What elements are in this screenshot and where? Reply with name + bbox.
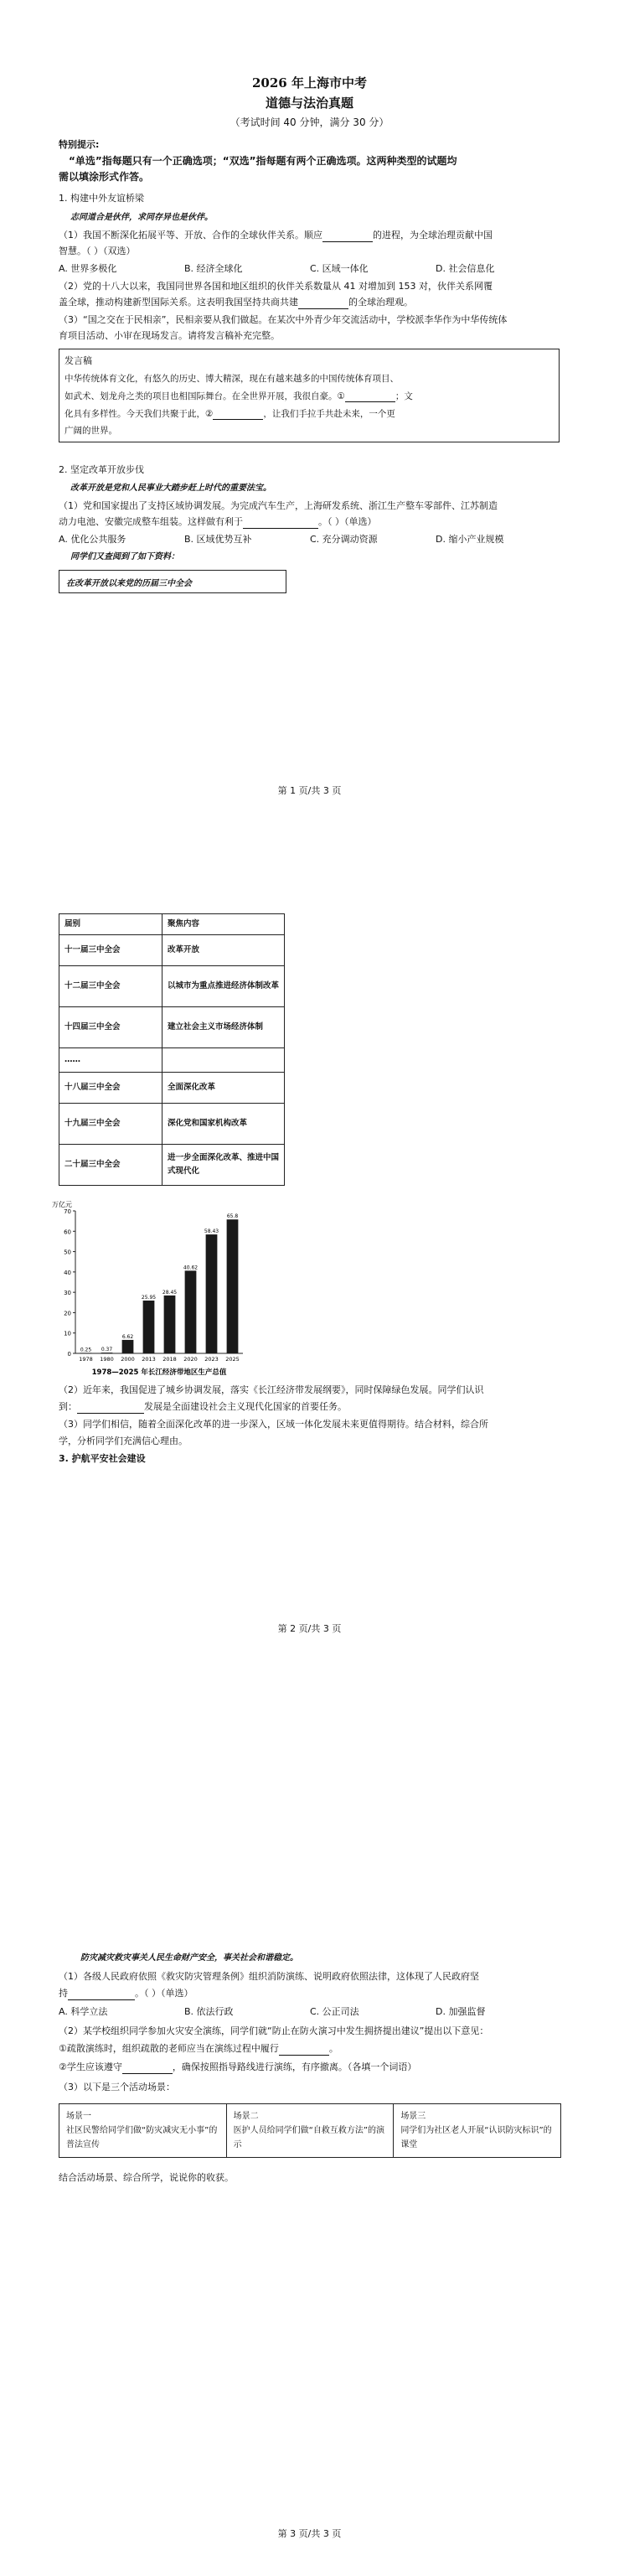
data-label: 0.25 xyxy=(80,1347,92,1353)
chart-title: 1978—2025 年长江经济带地区生产总值 xyxy=(91,1368,227,1377)
header-cell: 届别 xyxy=(59,914,162,935)
q1-s3-line2: 育项目活动、小审在现场发言。请将发言稿补充完整。 xyxy=(59,330,280,341)
page-1 xyxy=(0,0,619,838)
data-label: 65.8 xyxy=(226,1213,239,1220)
answer-blank[interactable] xyxy=(68,1990,135,2000)
q3-s2-line1: （2）某学校组织同学参加火灾安全演练，同学们就“防止在防火演习中发生拥挤提出建议”提出以下意见： xyxy=(59,2025,489,2036)
answer-blank[interactable] xyxy=(322,232,373,242)
option-c[interactable]: C. 公正司法 xyxy=(310,2006,359,2017)
option-d[interactable]: D. 缩小产业规模 xyxy=(436,534,504,545)
bar-2025 xyxy=(227,1219,239,1353)
page-footer-2: 第 2 页/共 3 页 xyxy=(277,1623,342,1634)
y-tick-label: 50 xyxy=(64,1249,71,1256)
page-3 xyxy=(0,1701,619,2576)
q2-box-text: 在改革开放以来党的历届三中全会 xyxy=(66,579,192,588)
scene-cell-3 xyxy=(394,2104,561,2158)
table-cell: 十四届三中全会 xyxy=(59,1007,162,1048)
q1-s1-options xyxy=(59,261,561,276)
bar-2018 xyxy=(164,1296,176,1353)
table-cell: 改革开放 xyxy=(162,935,285,966)
table-cell: 十一届三中全会 xyxy=(59,935,162,966)
q3-s1-options xyxy=(59,2004,561,2019)
table-row xyxy=(59,1104,285,1145)
table-cell: 十二届三中全会 xyxy=(59,966,162,1007)
y-tick-label: 70 xyxy=(64,1208,71,1215)
table-row xyxy=(59,966,285,1007)
table-cell: 十八届三中全会 xyxy=(59,1073,162,1104)
table-cell: 以城市为重点推进经济体制改革 xyxy=(162,966,285,1007)
table-row xyxy=(59,1048,285,1073)
bar-2023 xyxy=(206,1234,218,1353)
option-a[interactable]: A. 优化公共服务 xyxy=(59,534,126,545)
answer-blank-2[interactable] xyxy=(213,410,263,420)
bar-2000 xyxy=(122,1340,134,1353)
table-header-row xyxy=(59,914,285,935)
q1-s1-line2: 智慧。（ ）（双选） xyxy=(59,246,136,256)
table-cell xyxy=(162,1048,285,1073)
bar-2020 xyxy=(185,1270,197,1353)
answer-blank[interactable] xyxy=(298,299,348,309)
x-tick-label: 2020 xyxy=(183,1356,198,1363)
option-c[interactable]: C. 充分调动资源 xyxy=(310,534,378,545)
header-cell: 聚焦内容 xyxy=(162,914,285,935)
exam-note: （考试时间 40 分钟，满分 30 分） xyxy=(230,116,389,128)
y-tick-label: 40 xyxy=(64,1269,71,1276)
answer-blank[interactable] xyxy=(279,2046,329,2056)
table-cell: …… xyxy=(59,1048,162,1073)
q3-s3-line1: （3）以下是三个活动场景： xyxy=(59,2082,175,2092)
scene-title: 场景三 xyxy=(400,2112,426,2121)
table-row xyxy=(59,935,285,966)
y-tick-label: 10 xyxy=(64,1330,71,1337)
q2-s2-line1: （2）近年来，我国促进了城乡协调发展，落实《长江经济带发展纲要》，同时保障绿色发展。同学们认识 xyxy=(59,1384,484,1395)
speech-line-3: 化具有多样性。今天我们共聚于此，② ，让我们手拉手共赴未来，一个更 xyxy=(64,409,395,419)
table-row xyxy=(59,1073,285,1104)
data-label: 28.45 xyxy=(162,1289,178,1296)
q3-heading: 3. 护航平安社会建设 xyxy=(59,1453,146,1464)
page-footer-3: 第 3 页/共 3 页 xyxy=(277,2528,342,2539)
q3-closing: 结合活动场景、综合所学，说说你的收获。 xyxy=(59,2172,234,2183)
page-footer-1: 第 1 页/共 3 页 xyxy=(277,785,342,796)
q1-s1-line1: （1）我国不断深化拓展平等、开放、合作的全球伙伴关系。顺应 的进程，为全球治理贡献中国 xyxy=(59,230,493,241)
tips-title: 特别提示: xyxy=(59,139,100,150)
q2-s1-line2: 动力电池、安徽完成整车组装。这样做有利于 。（ ）（单选） xyxy=(59,516,377,527)
x-tick-label: 2018 xyxy=(162,1356,177,1363)
table-cell: 二十届三中全会 xyxy=(59,1145,162,1186)
table-cell: 进一步全面深化改革、推进中国式现代化 xyxy=(162,1145,285,1186)
option-a[interactable]: A. 科学立法 xyxy=(59,2006,108,2017)
timeline-table xyxy=(59,913,285,1186)
q1-s2-line1: （2）党的十八大以来，我国同世界各国和地区组织的伙伴关系数量从 41 对增加到 153 对，伙伴关系网覆 xyxy=(59,281,493,292)
x-tick-label: 2000 xyxy=(121,1356,135,1363)
tips-line-1: “单选”指每题只有一个正确选项；“双选”指每题有两个正确选项。这两种类型的试题均 xyxy=(69,155,457,167)
q3-s1-line2: 持 。（ ）（单选） xyxy=(59,1988,193,1999)
gdp-bar-chart xyxy=(50,1198,268,1379)
scene-cell-1 xyxy=(59,2104,227,2158)
q2-s3-line1: （3）同学们相信，随着全面深化改革的进一步深入，区域一体化发展未来更值得期待。结合材料，综合所 xyxy=(59,1419,488,1430)
x-tick-label: 2025 xyxy=(225,1356,240,1363)
scene-cell-2 xyxy=(226,2104,394,2158)
scene-text: 医护人员给同学们做“自救互救方法”的演示 xyxy=(233,2126,385,2149)
q3-s2-line2: ①疏散演练时，组织疏散的老师应当在演练过程中履行 。 xyxy=(59,2043,338,2054)
answer-blank[interactable] xyxy=(122,2064,173,2074)
option-b[interactable]: B. 经济全球化 xyxy=(184,263,243,274)
y-tick-label: 30 xyxy=(64,1290,71,1297)
data-label: 0.37 xyxy=(101,1347,113,1353)
q1-heading: 1. 构建中外友谊桥梁 xyxy=(59,193,144,204)
q2-motto: 改革开放是党和人民事业大踏步赶上时代的重要法宝。 xyxy=(70,484,271,493)
q1-motto: 志同道合是伙伴，求同存异也是伙伴。 xyxy=(70,213,213,222)
page-2 xyxy=(0,838,619,1701)
q2-s1-options xyxy=(59,532,561,546)
q2-s3-line2: 学，分析同学们充满信心理由。 xyxy=(59,1435,188,1446)
q2-heading: 2. 坚定改革开放步伐 xyxy=(59,464,144,475)
speech-box xyxy=(59,349,560,442)
tips-line-2: 需以填涂形式作答。 xyxy=(59,171,150,183)
speech-title: 发言稿 xyxy=(64,355,92,366)
y-tick-label: 0 xyxy=(67,1351,71,1358)
speech-line-4: 广阔的世界。 xyxy=(64,426,117,436)
table-cell: 建立社会主义市场经济体制 xyxy=(162,1007,285,1048)
q1-s3-line1: （3）“国之交在于民相亲”，民相亲要从我们做起。在某次中外青少年交流活动中，学校派李华作为中华传统体 xyxy=(59,314,508,325)
scene-row xyxy=(59,2104,561,2158)
bar-2013 xyxy=(143,1301,155,1353)
x-tick-label: 2023 xyxy=(204,1356,219,1363)
x-tick-label: 2013 xyxy=(142,1356,156,1363)
option-a[interactable]: A. 世界多极化 xyxy=(59,263,117,274)
y-tick-label: 60 xyxy=(64,1229,71,1236)
scene-table xyxy=(59,2103,561,2158)
x-tick-label: 1978 xyxy=(79,1356,93,1363)
answer-blank[interactable] xyxy=(77,1404,144,1414)
q2-s1-line1: （1）党和国家提出了支持区域协调发展。为完成汽车生产，上海研发系统、浙江生产整车零部件、江苏制造 xyxy=(59,500,498,511)
scene-text: 社区民警给同学们做“防灾减灾无小事”的普法宣传 xyxy=(66,2126,218,2149)
option-d[interactable]: D. 社会信息化 xyxy=(436,263,495,274)
data-label: 40.62 xyxy=(183,1265,199,1271)
option-b[interactable]: B. 区域优势互补 xyxy=(184,534,252,545)
q3-s2-line3: ②学生应该遵守 ，确保按照指导路线进行演练，有序撤离。（各填一个词语） xyxy=(59,2061,417,2072)
data-label: 58.43 xyxy=(204,1229,219,1235)
scene-title: 场景二 xyxy=(233,2112,259,2121)
option-b[interactable]: B. 依法行政 xyxy=(184,2006,234,2017)
q2-s2-line2: 到： 发展是全面建设社会主义现代化国家的首要任务。 xyxy=(59,1401,347,1412)
table-cell: 十九届三中全会 xyxy=(59,1104,162,1145)
q1-s2-line2: 盖全球，推动构建新型国际关系。这表明我国坚持共商共建 的全球治理观。 xyxy=(59,297,413,308)
speech-line-1: 中华传统体育文化，有悠久的历史、博大精深，现在有越来越多的中国传统体育项目、 xyxy=(64,374,399,384)
data-label: 25.95 xyxy=(141,1294,157,1301)
q2-study-note: 同学们又查阅到了如下资料： xyxy=(70,552,179,561)
x-tick-label: 1980 xyxy=(100,1356,114,1363)
table-row xyxy=(59,1007,285,1048)
chart-ylabel: 万亿元 xyxy=(52,1201,72,1208)
table-row xyxy=(59,1145,285,1186)
q3-motto: 防灾减灾救灾事关人民生命财产安全，事关社会和谐稳定。 xyxy=(80,1953,298,1963)
table-cell: 全面深化改革 xyxy=(162,1073,285,1104)
speech-line-2: 如武术、划龙舟之类的项目也相国际舞台。在全世界开展，我很自豪。① ；文 xyxy=(64,391,413,401)
exam-title: 2026 年上海市中考 xyxy=(252,75,367,91)
data-label: 6.62 xyxy=(121,1333,134,1340)
chart-bars xyxy=(79,1213,240,1363)
scene-title: 场景一 xyxy=(66,2112,91,2121)
y-tick-label: 20 xyxy=(64,1310,71,1317)
table-cell: 深化党和国家机构改革 xyxy=(162,1104,285,1145)
q2-material-box xyxy=(59,570,286,593)
q3-s1-line1: （1）各级人民政府依照《救灾防灾管理条例》组织消防演练、说明政府依照法律，这体现了人民政府坚 xyxy=(59,1971,479,1982)
answer-blank-1[interactable] xyxy=(345,392,395,402)
answer-blank[interactable] xyxy=(243,519,318,529)
exam-subtitle: 道德与法治真题 xyxy=(265,96,353,111)
scene-text: 同学们为社区老人开展“认识防灾标识”的课堂 xyxy=(400,2126,552,2149)
option-d[interactable]: D. 加强监督 xyxy=(436,2006,486,2017)
option-c[interactable]: C. 区域一体化 xyxy=(310,263,369,274)
